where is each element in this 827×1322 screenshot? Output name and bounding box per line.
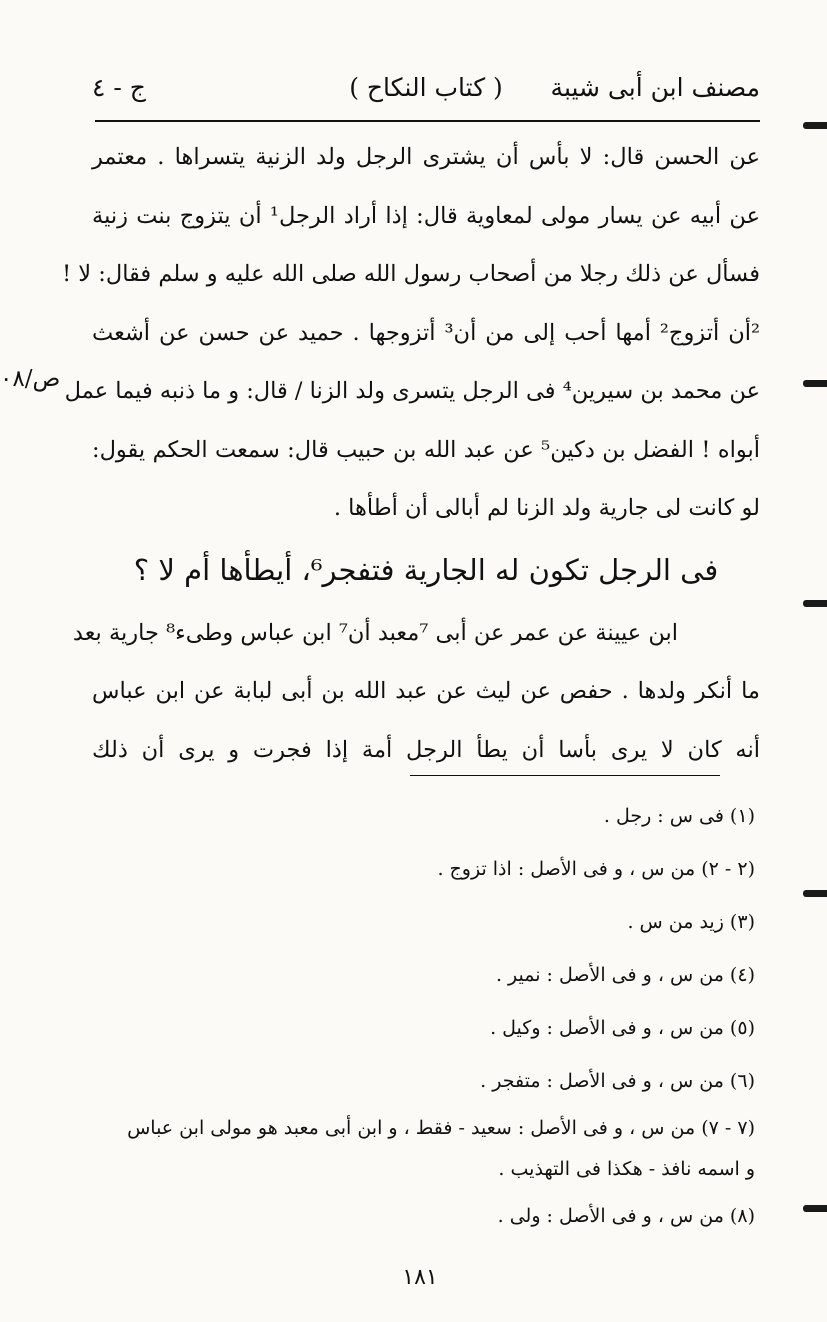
chapter-title: ( كتاب النكاح ) [349,72,503,102]
edge-mark [803,122,827,129]
running-header [92,62,760,112]
text-line: ما أنكر ولدها . حفص عن ليث عن عبد الله بن أبى لبابة عن ابن عباس [92,678,760,704]
footnote: (٧ - ٧) من س ، و فى الأصل : سعيد - فقط ، و ابن أبى معبد هو مولى ابن عباس [127,1117,755,1139]
edge-mark [803,600,827,607]
footnote-continuation: و اسمه نافذ - هكذا فى التهذيب . [498,1158,755,1180]
footnote-rule [410,775,720,776]
edge-mark [803,380,827,387]
volume-label: ج - ٤ [92,72,146,102]
text-line: أنه كان لا يرى بأسا أن يطأ الرجل أمة إذا فجرت و يرى أن ذلك [92,736,760,763]
text-line: ²أن أتزوج² أمها أحب إلى من أن³ أتزوجها . حميد عن حسن عن أشعث [92,319,760,346]
footnote: (٣) زيد من س . [627,911,755,933]
text-line: فسأل عن ذلك رجلا من أصحاب رسول الله صلى الله عليه و سلم فقال: لا ! [62,261,760,287]
margin-page-reference: ص/٠٨ [0,366,61,392]
footnote: (٦) من س ، و فى الأصل : متفجر . [480,1070,755,1092]
edge-mark [803,890,827,897]
text-line: عن أبيه عن يسار مولى لمعاوية قال: إذا أراد الرجل¹ أن يتزوج بنت زنية [92,202,760,229]
footnote: (٤) من س ، و فى الأصل : نمير . [495,964,755,986]
footnotes [85,790,755,1242]
text-line: عن محمد بن سيرين⁴ فى الرجل يتسرى ولد الزنا / قال: و ما ذنبه فيما عمل [64,378,760,404]
text-line: لو كانت لى جارية ولد الزنا لم أبالى أن أطأها . [333,495,760,521]
section-heading: فى الرجل تكون له الجارية فتفجر⁶، أيطأها أم لا ؟ [133,552,719,587]
text-line: ابن عيينة عن عمر عن أبى ⁷معبد أن⁷ ابن عباس وطىء⁸ جارية بعد [72,619,678,646]
page-number: ١٨١ [402,1265,438,1290]
edge-mark [803,1205,827,1212]
text-line: أبواه ! الفضل بن دكين⁵ عن عبد الله بن حبيب قال: سمعت الحكم يقول: [92,436,760,463]
book-title: مصنف ابن أبى شيبة [550,72,760,102]
footnote: (١) فى س : رجل . [603,805,755,827]
text-line: عن الحسن قال: لا بأس أن يشترى الرجل ولد الزنية يتسراها . معتمر [92,144,760,170]
header-rule [95,120,760,122]
footnote: (٢ - ٢) من س ، و فى الأصل : اذا تزوج . [437,858,755,880]
main-text [62,128,760,779]
footnote: (٥) من س ، و فى الأصل : وكيل . [490,1017,755,1039]
footnote: (٨) من س ، و فى الأصل : ولى . [497,1205,755,1227]
